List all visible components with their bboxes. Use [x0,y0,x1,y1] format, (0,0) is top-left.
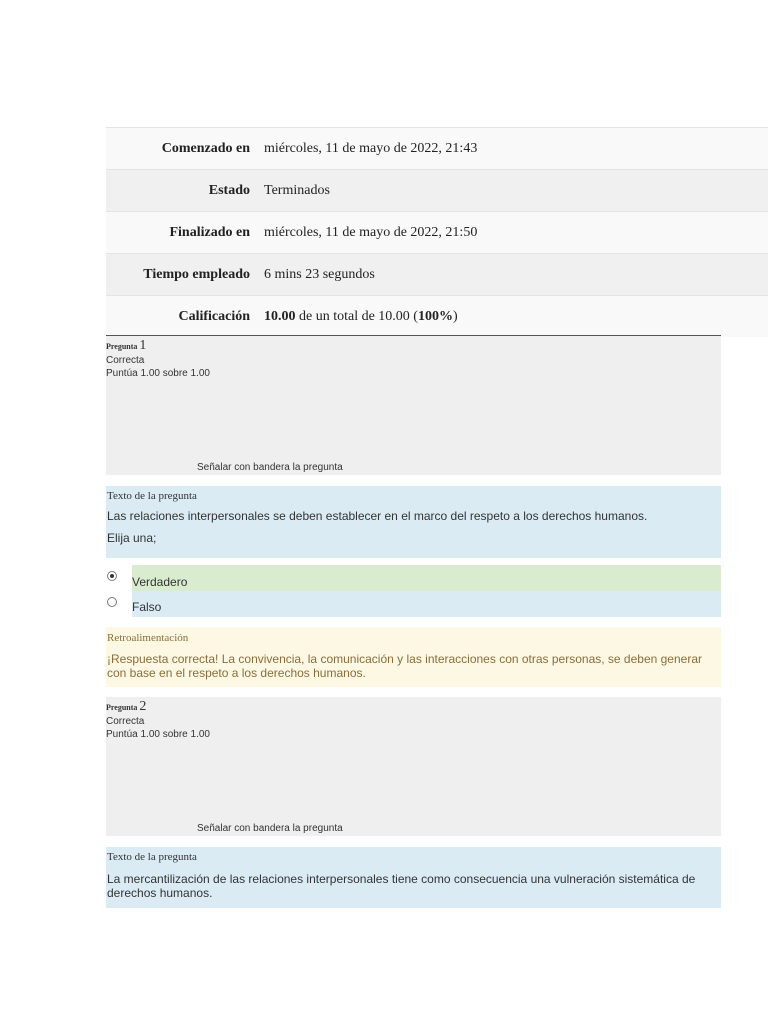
flag-question-link[interactable]: Señalar con bandera la pregunta [197,823,343,834]
question-text-header: Texto de la pregunta [107,851,197,863]
question-2-info [106,697,721,836]
summary-row-time-taken [106,254,768,296]
question-2-text-block [106,847,721,908]
question-number [106,338,721,354]
feedback-text: ¡Respuesta correcta! La convivencia, la comunicación y las interacciones con otras personas, se deben generar con base en el respeto a los derechos humanos. [107,652,702,680]
question-1-info [106,335,721,475]
answer-option-false[interactable] [106,591,721,617]
radio-button-checked[interactable] [107,571,117,581]
summary-value: miércoles, 11 de mayo de 2022, 21:50 [264,212,768,254]
question-1-feedback [106,627,721,687]
flag-question-link[interactable]: Señalar con bandera la pregunta [197,462,343,473]
summary-value: 6 mins 23 segundos [264,254,768,296]
question-prompt: Elija una; [107,531,157,545]
question-number-value: 2 [139,699,147,714]
summary-row-grade [106,296,768,338]
answer-label: Verdadero [132,575,188,589]
grade-total: de un total de 10.00 ( [295,308,418,324]
question-text: La mercantilización de las relaciones interpersonales tiene como consecuencia una vulneración sistemática de derechos humanos. [107,872,696,900]
summary-row-state [106,170,768,212]
question-state: Correcta [106,716,145,727]
answer-label: Falso [132,600,162,614]
question-word: Pregunta [106,703,138,712]
summary-value-grade [264,296,768,338]
question-state: Correcta [106,355,145,366]
question-number-value: 1 [139,338,147,353]
grade-percent: 100% [417,308,453,324]
summary-label: Comenzado en [106,128,264,170]
answer-option-true[interactable] [106,565,721,591]
question-text: Las relaciones interpersonales se deben establecer en el marco del respeto a los derechos humanos. [107,509,648,523]
question-1-text-block [106,486,721,558]
summary-row-finished [106,212,768,254]
feedback-header: Retroalimentación [107,632,189,644]
radio-button[interactable] [107,597,117,607]
summary-label: Calificación [106,296,264,338]
question-word: Pregunta [106,342,138,351]
grade-score: 10.00 [264,308,296,324]
summary-row-started [106,128,768,170]
question-grade: Puntúa 1.00 sobre 1.00 [106,729,210,740]
question-number [106,699,721,715]
summary-label: Tiempo empleado [106,254,264,296]
summary-label: Finalizado en [106,212,264,254]
attempt-summary-table [106,127,768,337]
summary-label: Estado [106,170,264,212]
question-grade: Puntúa 1.00 sobre 1.00 [106,368,210,379]
summary-value: Terminados [264,170,768,212]
grade-close: ) [452,308,458,324]
summary-value: miércoles, 11 de mayo de 2022, 21:43 [264,128,768,170]
question-text-header: Texto de la pregunta [107,490,197,502]
